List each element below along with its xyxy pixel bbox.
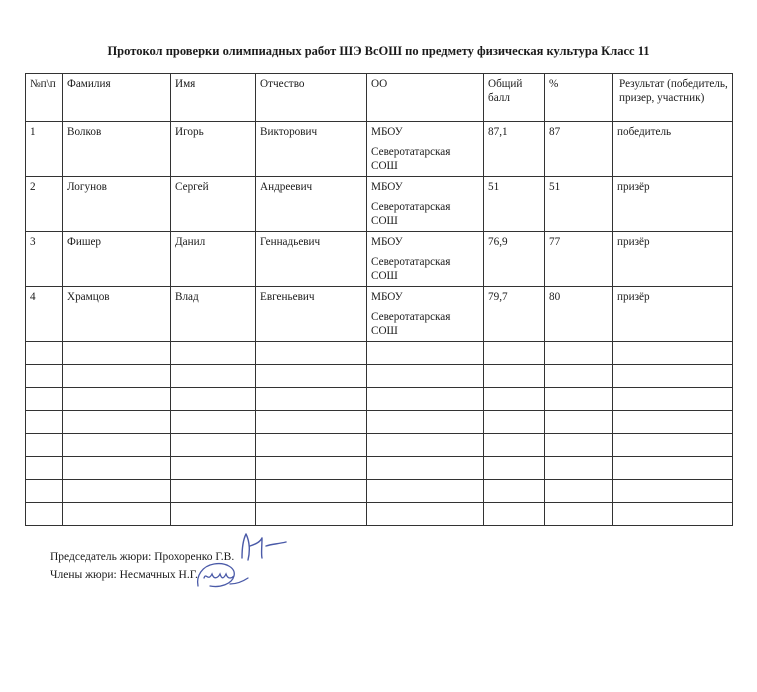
empty-cell	[256, 342, 367, 365]
empty-cell	[26, 434, 63, 457]
empty-cell	[26, 365, 63, 388]
empty-cell	[367, 480, 484, 503]
empty-cell	[26, 457, 63, 480]
empty-table-row	[26, 388, 733, 411]
empty-cell	[484, 411, 545, 434]
empty-cell	[256, 480, 367, 503]
empty-cell	[171, 342, 256, 365]
cell-total-score: 79,7	[484, 287, 545, 342]
cell-surname: Логунов	[63, 177, 171, 232]
cell-name: Данил	[171, 232, 256, 287]
cell-patronymic: Викторович	[256, 122, 367, 177]
table-row	[26, 287, 733, 342]
cell-percent: 87	[545, 122, 613, 177]
empty-cell	[545, 434, 613, 457]
cell-number: 3	[26, 232, 63, 287]
empty-cell	[545, 342, 613, 365]
cell-patronymic: Андреевич	[256, 177, 367, 232]
empty-cell	[256, 388, 367, 411]
empty-cell	[26, 503, 63, 526]
empty-cell	[63, 365, 171, 388]
empty-cell	[613, 480, 733, 503]
header-number: №п\п	[26, 74, 63, 122]
cell-result: победитель	[613, 122, 733, 177]
empty-cell	[484, 503, 545, 526]
empty-table-row	[26, 480, 733, 503]
cell-result: призёр	[613, 287, 733, 342]
cell-surname: Волков	[63, 122, 171, 177]
empty-cell	[613, 503, 733, 526]
header-total-score: Общий балл	[484, 74, 545, 122]
organization-line: МБОУ	[371, 181, 403, 193]
empty-cell	[171, 434, 256, 457]
empty-cell	[484, 434, 545, 457]
cell-patronymic: Евгеньевич	[256, 287, 367, 342]
empty-cell	[545, 457, 613, 480]
cell-total-score: 87,1	[484, 122, 545, 177]
empty-cell	[367, 503, 484, 526]
empty-cell	[63, 411, 171, 434]
empty-cell	[63, 457, 171, 480]
document-title: Протокол проверки олимпиадных работ ШЭ ВсОШ по предмету физическая культура Класс 11	[107, 44, 650, 58]
empty-cell	[171, 480, 256, 503]
empty-cell	[545, 388, 613, 411]
empty-cell	[171, 411, 256, 434]
results-table	[25, 73, 733, 526]
empty-cell	[613, 411, 733, 434]
empty-cell	[613, 365, 733, 388]
empty-cell	[26, 342, 63, 365]
cell-percent: 80	[545, 287, 613, 342]
cell-percent: 77	[545, 232, 613, 287]
empty-cell	[63, 480, 171, 503]
cell-organization	[367, 287, 484, 342]
empty-cell	[545, 365, 613, 388]
empty-cell	[171, 503, 256, 526]
header-name: Имя	[171, 74, 256, 122]
empty-cell	[63, 342, 171, 365]
empty-table-row	[26, 434, 733, 457]
empty-cell	[171, 457, 256, 480]
empty-cell	[256, 457, 367, 480]
empty-cell	[367, 342, 484, 365]
empty-table-row	[26, 503, 733, 526]
cell-name: Игорь	[171, 122, 256, 177]
member-signature-mark	[190, 556, 252, 596]
cell-result: призёр	[613, 177, 733, 232]
empty-cell	[613, 342, 733, 365]
empty-cell	[26, 388, 63, 411]
empty-cell	[545, 411, 613, 434]
organization-line: МБОУ	[371, 126, 403, 138]
empty-cell	[613, 457, 733, 480]
empty-cell	[484, 342, 545, 365]
table-row	[26, 122, 733, 177]
empty-cell	[545, 503, 613, 526]
cell-patronymic: Геннадьевич	[256, 232, 367, 287]
empty-cell	[484, 480, 545, 503]
cell-organization	[367, 122, 484, 177]
empty-cell	[367, 411, 484, 434]
empty-cell	[484, 457, 545, 480]
cell-number: 1	[26, 122, 63, 177]
table-header-row	[26, 74, 733, 122]
header-organization: ОО	[367, 74, 484, 122]
empty-cell	[256, 503, 367, 526]
empty-cell	[545, 480, 613, 503]
cell-surname: Фишер	[63, 232, 171, 287]
empty-cell	[256, 365, 367, 388]
cell-surname: Храмцов	[63, 287, 171, 342]
organization-line: Северотатарская СОШ	[371, 146, 451, 172]
cell-organization	[367, 232, 484, 287]
empty-cell	[63, 503, 171, 526]
empty-cell	[63, 434, 171, 457]
empty-cell	[26, 480, 63, 503]
cell-percent: 51	[545, 177, 613, 232]
jury-chairman: Председатель жюри: Прохоренко Г.В.	[50, 551, 235, 563]
empty-table-row	[26, 365, 733, 388]
cell-total-score: 51	[484, 177, 545, 232]
empty-cell	[367, 457, 484, 480]
table-row	[26, 232, 733, 287]
header-surname: Фамилия	[63, 74, 171, 122]
empty-cell	[484, 388, 545, 411]
organization-line: Северотатарская СОШ	[371, 256, 451, 282]
empty-cell	[26, 411, 63, 434]
empty-table-row	[26, 411, 733, 434]
cell-result: призёр	[613, 232, 733, 287]
header-percent: %	[545, 74, 613, 122]
empty-cell	[367, 434, 484, 457]
cell-organization	[367, 177, 484, 232]
organization-line: МБОУ	[371, 236, 403, 248]
empty-table-row	[26, 342, 733, 365]
cell-name: Влад	[171, 287, 256, 342]
empty-cell	[367, 365, 484, 388]
cell-number: 4	[26, 287, 63, 342]
jury-members: Члены жюри: Несмачных Н.Г.	[50, 569, 198, 581]
empty-cell	[484, 365, 545, 388]
table-row	[26, 177, 733, 232]
empty-cell	[367, 388, 484, 411]
organization-line: Северотатарская СОШ	[371, 311, 451, 337]
empty-cell	[613, 434, 733, 457]
header-result: Результат (победитель, призер, участник)	[613, 74, 733, 122]
cell-total-score: 76,9	[484, 232, 545, 287]
cell-name: Сергей	[171, 177, 256, 232]
header-patronymic: Отчество	[256, 74, 367, 122]
empty-cell	[613, 388, 733, 411]
empty-cell	[256, 434, 367, 457]
empty-cell	[171, 388, 256, 411]
empty-cell	[63, 388, 171, 411]
cell-number: 2	[26, 177, 63, 232]
empty-table-row	[26, 457, 733, 480]
empty-cell	[171, 365, 256, 388]
empty-cell	[256, 411, 367, 434]
organization-line: МБОУ	[371, 291, 403, 303]
organization-line: Северотатарская СОШ	[371, 201, 451, 227]
